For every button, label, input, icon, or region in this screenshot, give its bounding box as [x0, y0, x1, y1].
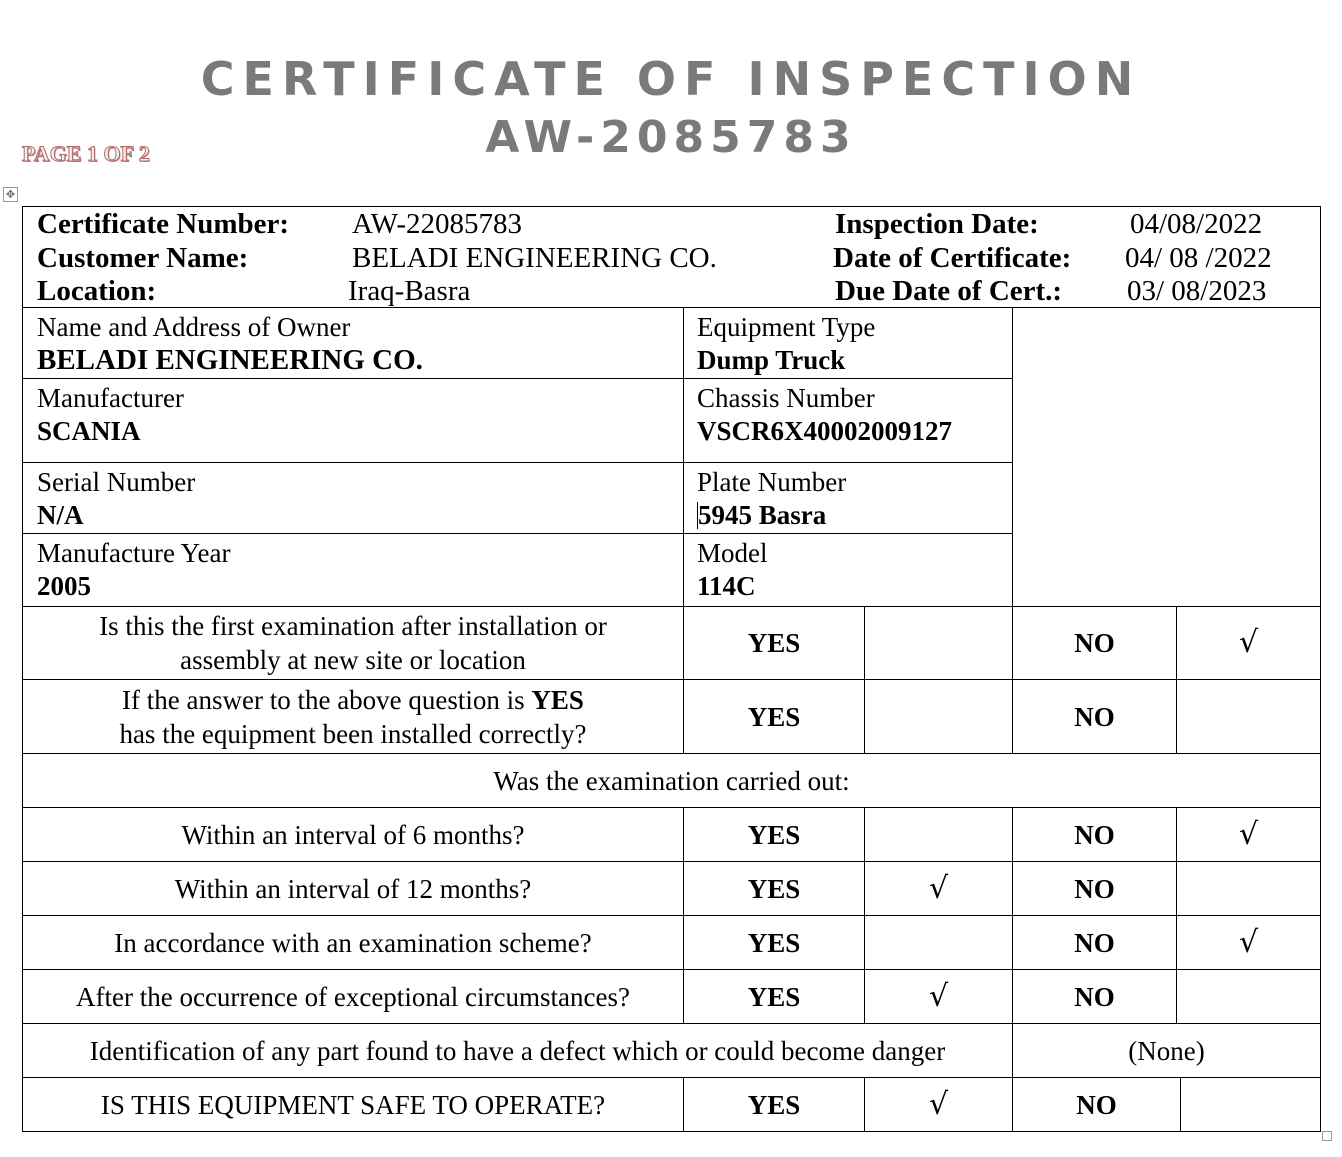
- yes-check-mark[interactable]: √: [864, 969, 1013, 1024]
- chassis-value: VSCR6X40002009127: [697, 416, 953, 446]
- yes-label: YES: [683, 606, 865, 680]
- certificate-code-title: AW-2085783: [485, 112, 857, 163]
- yes-label: YES: [683, 969, 865, 1024]
- section-examination-carried-out: Was the examination carried out:: [22, 753, 1321, 808]
- yes-label: YES: [683, 807, 865, 862]
- question-first-examination: [22, 606, 684, 680]
- yes-label: YES: [683, 679, 865, 754]
- no-label: NO: [1012, 1077, 1181, 1132]
- no-label: NO: [1012, 606, 1177, 680]
- location-value: Iraq-Basra: [348, 275, 471, 307]
- due-date-value: 03/ 08/2023: [1127, 275, 1267, 307]
- plate-value[interactable]: 5945 Basra: [698, 500, 827, 530]
- question-examination-scheme: In accordance with an examination scheme?: [22, 915, 684, 970]
- page-label: PAGE 1 OF 2: [22, 141, 150, 166]
- no-label: NO: [1012, 915, 1177, 970]
- certificate-title: CERTIFICATE OF INSPECTION: [200, 52, 1142, 106]
- no-label: NO: [1012, 969, 1177, 1024]
- customer-name-label: Customer Name:: [37, 242, 249, 274]
- yes-answer-cell[interactable]: [864, 915, 1013, 970]
- question-12-months: Within an interval of 12 months?: [22, 861, 684, 916]
- no-check-mark[interactable]: √: [1176, 807, 1321, 862]
- certificate-number-label: Certificate Number:: [37, 208, 290, 240]
- photo-cell: [1012, 307, 1321, 607]
- yes-check-mark[interactable]: √: [864, 1077, 1013, 1132]
- table-resize-handle[interactable]: [1322, 1131, 1332, 1141]
- no-label: NO: [1012, 861, 1177, 916]
- yes-check-mark[interactable]: √: [864, 861, 1013, 916]
- yes-answer-cell[interactable]: [864, 679, 1013, 754]
- question-first-examination-line2: assembly at new site or location: [180, 645, 526, 675]
- yes-answer-cell[interactable]: [864, 807, 1013, 862]
- date-of-certificate-value: 04/ 08 /2022: [1125, 242, 1272, 274]
- manufacturer-value: SCANIA: [37, 416, 141, 446]
- customer-name-value: BELADI ENGINEERING CO.: [352, 242, 717, 274]
- year-label: Manufacture Year: [37, 538, 231, 568]
- equipment-type-value: Dump Truck: [697, 345, 846, 375]
- defect-answer[interactable]: (None): [1012, 1023, 1321, 1078]
- yes-label: YES: [683, 1077, 865, 1132]
- no-label: NO: [1012, 807, 1177, 862]
- question-installed-correctly-text: If the answer to the above question is: [122, 684, 532, 715]
- inspection-date-value: 04/08/2022: [1130, 208, 1263, 240]
- no-label: NO: [1012, 679, 1177, 754]
- question-installed-correctly-line1: [122, 683, 584, 717]
- owner-value: BELADI ENGINEERING CO.: [37, 344, 423, 376]
- yes-answer-cell[interactable]: [864, 606, 1013, 680]
- no-check-mark[interactable]: √: [1176, 915, 1321, 970]
- year-value: 2005: [37, 571, 91, 601]
- question-defect-identification: Identification of any part found to have a defect which or could become danger: [22, 1023, 1013, 1078]
- model-label: Model: [697, 538, 768, 568]
- question-installed-correctly: [22, 679, 684, 754]
- question-exceptional-circumstances: After the occurrence of exceptional circumstances?: [22, 969, 684, 1024]
- chassis-label: Chassis Number: [697, 383, 875, 413]
- equipment-type-label: Equipment Type: [697, 312, 876, 342]
- certificate-number-value: AW-22085783: [352, 208, 523, 240]
- yes-label: YES: [683, 915, 865, 970]
- question-installed-correctly-yes: YES: [531, 684, 584, 715]
- question-safe-to-operate: IS THIS EQUIPMENT SAFE TO OPERATE?: [22, 1077, 684, 1132]
- no-check-mark[interactable]: √: [1176, 606, 1321, 680]
- model-value: 114C: [697, 571, 756, 601]
- no-answer-cell[interactable]: [1176, 969, 1321, 1024]
- question-first-examination-line1: Is this the first examination after installation or: [99, 611, 607, 641]
- serial-label: Serial Number: [37, 467, 196, 497]
- location-label: Location:: [37, 275, 157, 307]
- no-answer-cell[interactable]: [1176, 861, 1321, 916]
- no-answer-cell[interactable]: [1180, 1077, 1321, 1132]
- date-of-certificate-label: Date of Certificate:: [833, 242, 1072, 274]
- due-date-label: Due Date of Cert.:: [835, 275, 1063, 307]
- table-move-handle-icon[interactable]: ✥: [3, 187, 18, 202]
- question-installed-correctly-line2: has the equipment been installed correctly?: [119, 718, 587, 749]
- serial-value: N/A: [37, 500, 84, 530]
- owner-label: Name and Address of Owner: [37, 312, 351, 342]
- yes-label: YES: [683, 861, 865, 916]
- question-6-months: Within an interval of 6 months?: [22, 807, 684, 862]
- inspection-date-label: Inspection Date:: [835, 208, 1039, 240]
- manufacturer-label: Manufacturer: [37, 383, 184, 413]
- plate-label: Plate Number: [697, 467, 847, 497]
- no-answer-cell[interactable]: [1176, 679, 1321, 754]
